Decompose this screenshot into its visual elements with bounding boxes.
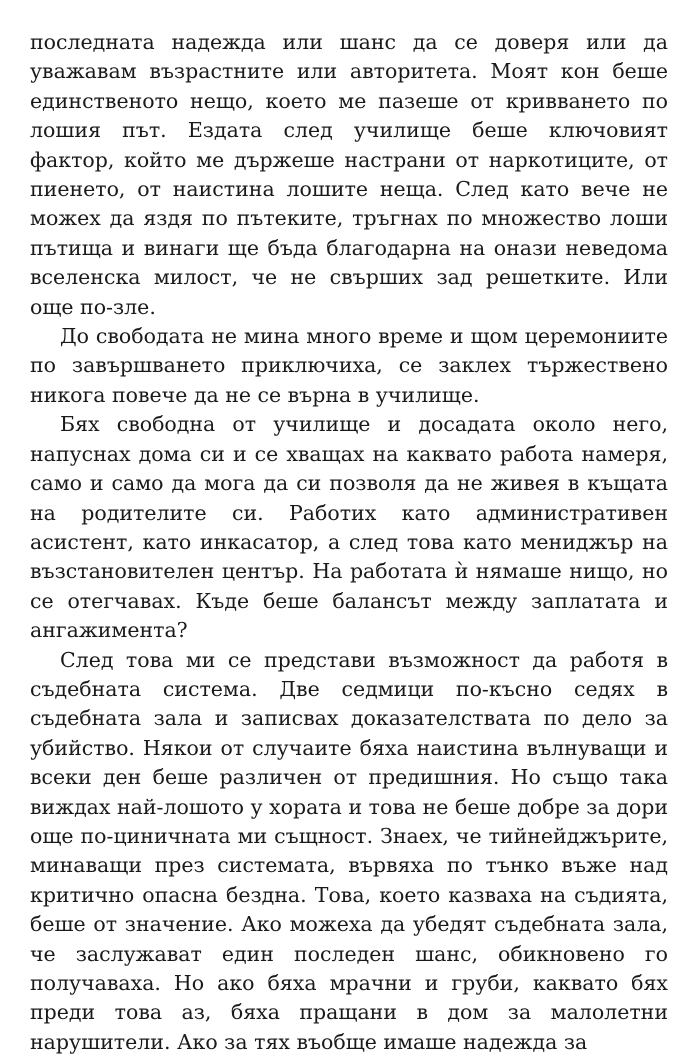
paragraph-work: Бях свободна от училище и досадата около него, напуснах дома си и се хващах на каквато работа намеря, само и само да мога да си позволя да не живея в къщата на родителите си. Работих като административен асистент, като инкасатор, а след това като мениджър на възстановителен център. На работата ѝ нямаше нищо, но се отегчавах. Къде беше балансът между заплатата и ангажимента? bbox=[30, 412, 668, 643]
paragraph-court: След това ми се представи възможност да работя в съдебната система. Две седмици по-късно седях в съдебната зала и записвах доказателствата по дело за убийство. Някои от случаите бяха наистина вълнуващи и всеки ден беше различен от предишния. Но също така виждах най-лошото у хората и това не беше добре за дори още по-циничната ми същност. Знаех, че тийнейджърите, минаващи през системата, вървяха по тънко въже над критично опасна бездна. Това, което казваха на съдията, беше от значение. Ако можеха да убедят съдебната зала, че заслужават един последен шанс, обикновено го получаваха. Но ако бяха мрачни и груби, каквато бях преди това аз, бяха пращани в дом за малолетни нарушители. Ако за тях въобще имаше надежда за bbox=[30, 647, 668, 1054]
document-page bbox=[30, 28, 668, 1057]
paragraph-continued: последната надежда или шанс да се доверя или да уважавам възрастните или авторитета. Моят кон беше единственото нещо, което ме пазеше от кривването по лошия път. Ездата след училище беше ключовият фактор, който ме държеше настрани от наркотиците, от пиенето, от наистина лошите неща. След като вече не можех да яздя по пътеките, тръгнах по множество лоши пътища и винаги ще бъда благодарна на онази неведома вселенска милост, че не свърших зад решетките. Или още по-зле. bbox=[30, 30, 668, 319]
paragraph-graduation: До свободата не мина много време и щом церемониите по завършването приключиха, се заклех тържествено никога повече да не се върна в училище. bbox=[30, 324, 668, 407]
